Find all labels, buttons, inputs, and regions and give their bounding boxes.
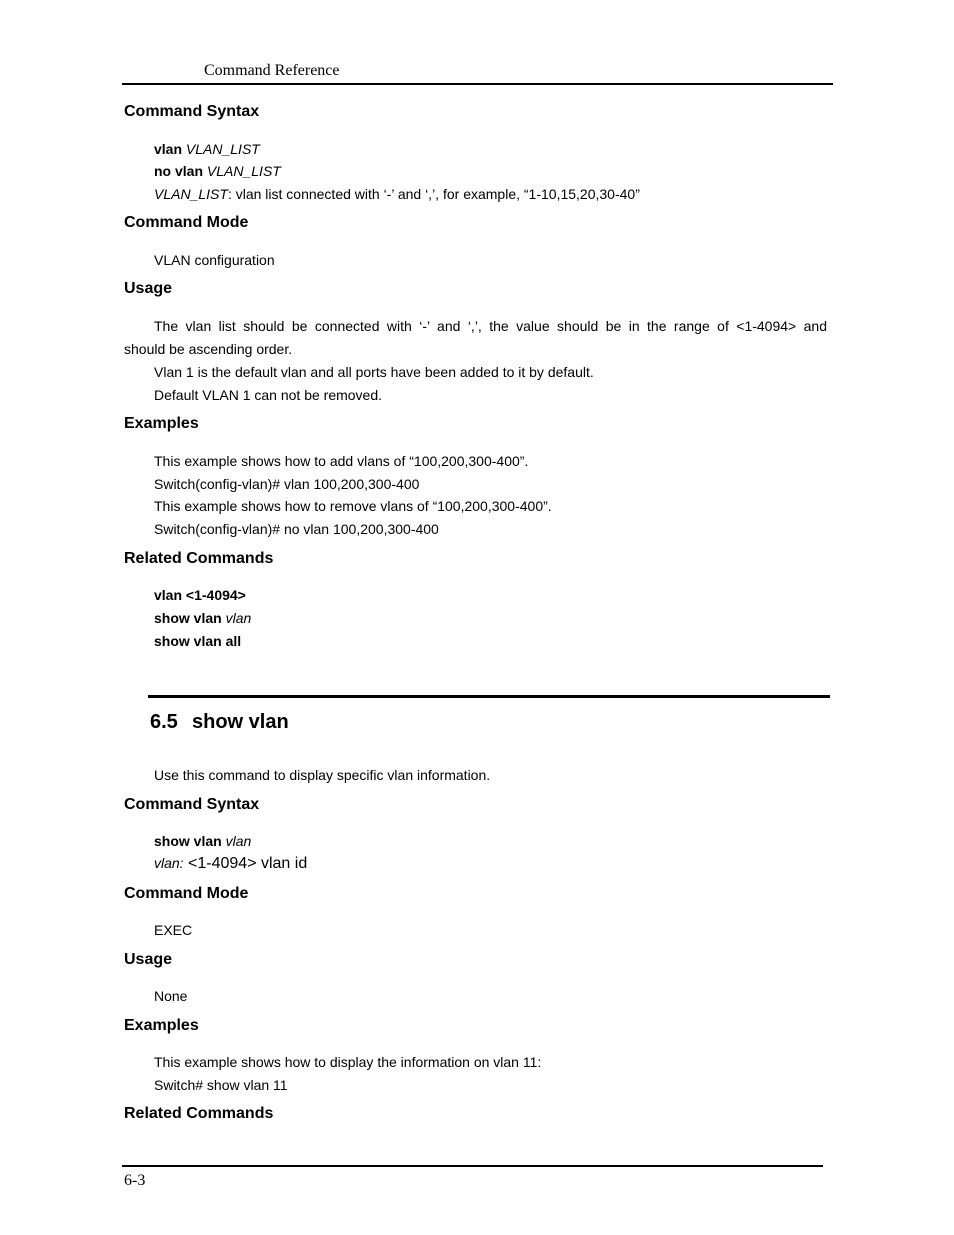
syntax-command: vlan xyxy=(154,141,183,157)
parameter-text: : vlan list connected with ‘-’ and ‘,’, for example, “1-10,15,20,30-40” xyxy=(227,186,640,202)
footer-rule xyxy=(122,1165,823,1167)
section-number: 6.5 xyxy=(150,711,178,733)
mode-text: EXEC xyxy=(154,922,193,938)
example-line: This example shows how to display the information on vlan 11: xyxy=(154,1054,542,1070)
example-line: Switch# show vlan 11 xyxy=(154,1077,288,1093)
usage-heading: Usage xyxy=(124,280,173,297)
syntax-command: no vlan xyxy=(154,163,204,179)
usage-line: Default VLAN 1 can not be removed. xyxy=(154,387,383,403)
usage-heading: Usage xyxy=(124,951,173,968)
usage-line: The vlan list should be connected with ‘-’ and ‘,’, the value should be in the range of <1-4094> and xyxy=(154,318,827,334)
example-line: Switch(config-vlan)# no vlan 100,200,300-400 xyxy=(154,521,439,537)
syntax-argument: VLAN_LIST xyxy=(206,163,281,179)
related-command: vlan <1-4094> xyxy=(154,587,246,603)
mode-heading: Command Mode xyxy=(124,214,249,231)
syntax-line-vlan xyxy=(154,141,260,157)
header-rule xyxy=(122,83,833,85)
parameter-description xyxy=(154,855,307,873)
usage-line: should be ascending order. xyxy=(124,341,293,357)
parameter-text: <1-4094> vlan id xyxy=(183,855,308,872)
related-heading: Related Commands xyxy=(124,1105,274,1122)
syntax-heading: Command Syntax xyxy=(124,103,260,120)
usage-line: Vlan 1 is the default vlan and all ports have been added to it by default. xyxy=(154,364,594,380)
parameter-name: VLAN_LIST xyxy=(154,186,228,202)
related-command-argument: vlan xyxy=(225,610,252,626)
related-command: show vlan all xyxy=(154,633,242,649)
section-title xyxy=(150,711,289,734)
related-heading: Related Commands xyxy=(124,550,274,567)
syntax-command: show vlan xyxy=(154,833,222,849)
syntax-argument: vlan xyxy=(225,833,252,849)
example-line: This example shows how to add vlans of “100,200,300-400”. xyxy=(154,453,529,469)
usage-text: None xyxy=(154,988,188,1004)
section-intro: Use this command to display specific vlan information. xyxy=(154,767,491,783)
related-command xyxy=(154,610,251,626)
related-command-name: show vlan xyxy=(154,610,222,626)
syntax-argument: VLAN_LIST xyxy=(185,141,260,157)
examples-heading: Examples xyxy=(124,1017,199,1034)
mode-text: VLAN configuration xyxy=(154,252,275,268)
syntax-heading: Command Syntax xyxy=(124,796,260,813)
example-line: This example shows how to remove vlans of “100,200,300-400”. xyxy=(154,498,552,514)
syntax-line-no-vlan xyxy=(154,163,281,179)
running-header: Command Reference xyxy=(204,62,340,79)
section-rule xyxy=(148,695,830,698)
parameter-name: vlan: xyxy=(154,855,184,871)
parameter-description xyxy=(154,186,640,202)
example-line: Switch(config-vlan)# vlan 100,200,300-400 xyxy=(154,476,420,492)
syntax-line-show-vlan xyxy=(154,833,251,849)
page-number: 6-3 xyxy=(124,1172,146,1189)
mode-heading: Command Mode xyxy=(124,885,249,902)
examples-heading: Examples xyxy=(124,415,199,432)
section-name: show vlan xyxy=(192,711,289,733)
